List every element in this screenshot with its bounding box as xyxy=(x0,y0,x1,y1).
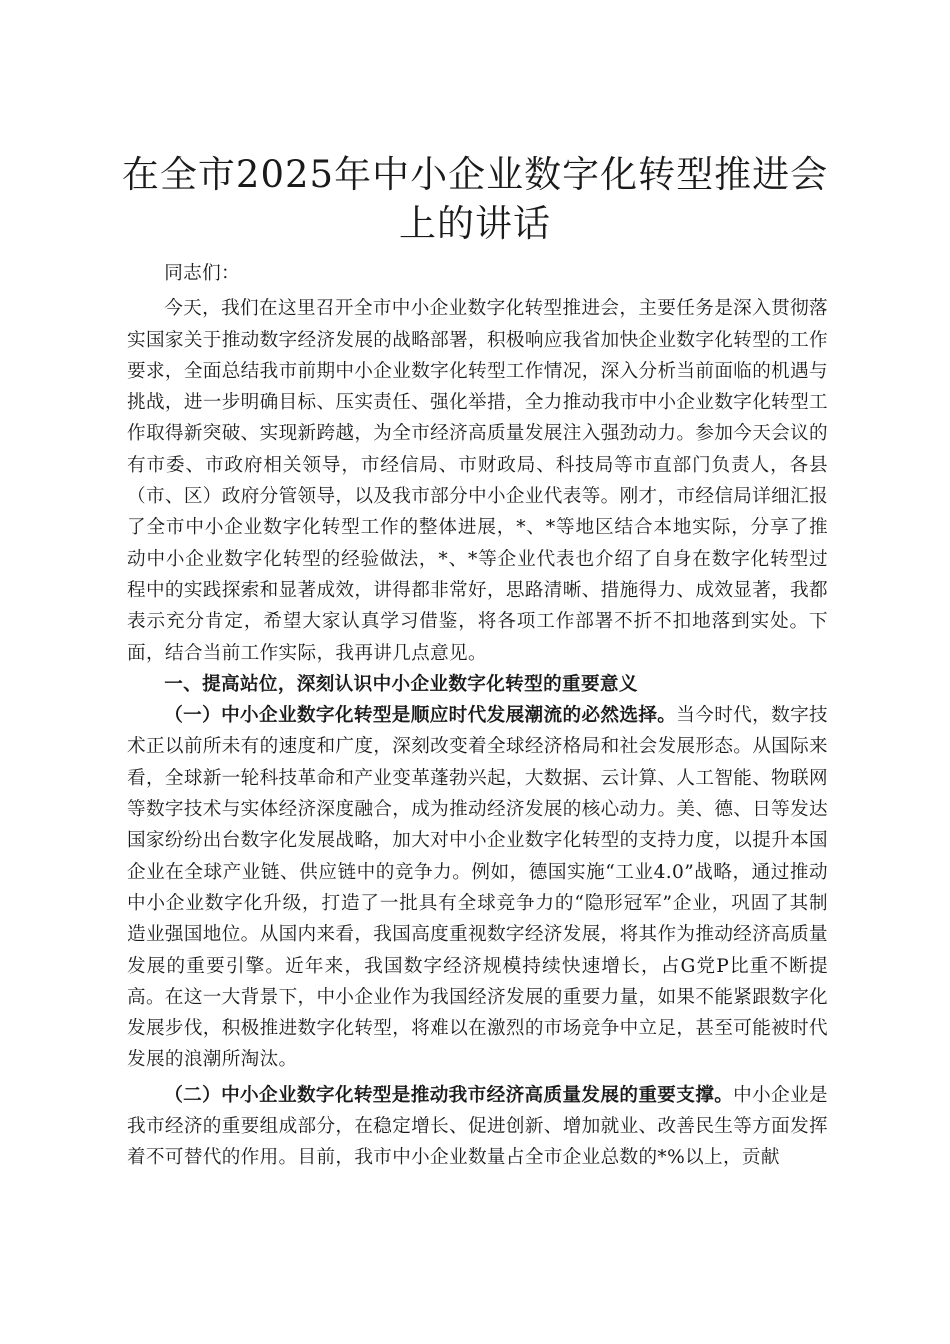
point-1-paragraph xyxy=(127,700,828,1076)
intro-paragraph: 今天，我们在这里召开全市中小企业数字化转型推进会，主要任务是深入贯彻落实国家关于推动数字经济发展的战略部署，积极响应我省加快企业数字化转型的工作要求，全面总结我市前期中小企业数字化转型工作情况，深入分析当前面临的机遇与挑战，进一步明确目标、压实责任、强化举措，全力推动我市中小企业数字化转型工作取得新突破、实现新跨越，为全市经济高质量发展注入强劲动力。参加今天会议的有市委、市政府相关领导，市经信局、市财政局、科技局等市直部门负责人，各县（市、区）政府分管领导，以及我市部分中小企业代表等。刚才，市经信局详细汇报了全市中小企业数字化转型工作的整体进展，*、*等地区结合本地实际，分享了推动中小企业数字化转型的经验做法，*、*等企业代表也介绍了自身在数字化转型过程中的实践探索和显著成效，讲得都非常好，思路清晰、措施得力、成效显著，我都表示充分肯定，希望大家认真学习借鉴，将各项工作部署不折不扣地落到实处。下面，结合当前工作实际，我再讲几点意见。 xyxy=(127,298,828,664)
point-2-lead: （二）中小企业数字化转型是推动我市经济高质量发展的重要支撑。 xyxy=(164,1084,734,1106)
point-1-body: 当今时代，数字技术正以前所未有的速度和广度，深刻改变着全球经济格局和社会发展形态。从国际来看，全球新一轮科技革命和产业变革蓬勃兴起，大数据、云计算、人工智能、物联网等数字技术与实体经济深度融合，成为推动经济发展的核心动力。美、德、日等发达国家纷纷出台数字化发展战略，加大对中小企业数字化转型的支持力度，以提升本国企业在全球产业链、供应链中的竞争力。例如，德国实施“工业4.0”战略，通过推动中小企业数字化升级，打造了一批具有全球竞争力的“隐形冠军”企业，巩固了其制造业强国地位。从国内来看，我国高度重视数字经济发展，将其作为推动经济高质量发展的重要引擎。近年来，我国数字经济规模持续快速增长，占G党P比重不断提高。在这一大背景下，中小企业作为我国经济发展的重要力量，如果不能紧跟数字化发展步伐，积极推进数字化转型，将难以在激烈的市场竞争中立足，甚至可能被时代发展的浪潮所淘汰。 xyxy=(127,705,828,1071)
section-heading-1: 一、提高站位，深刻认识中小企业数字化转型的重要意义 xyxy=(164,673,638,695)
point-1-lead: （一）中小企业数字化转型是顺应时代发展潮流的必然选择。 xyxy=(164,705,677,727)
salutation: 同志们： xyxy=(164,263,240,284)
point-2-body: 中小企业是我市经济的重要组成部分，在稳定增长、促进创新、增加就业、改善民生等方面发挥着不可替代的作用。目前，我市中小企业数量占全市企业总数的*%以上，贡献 xyxy=(127,1084,828,1169)
document-body xyxy=(127,258,828,1174)
point-2-paragraph xyxy=(127,1080,828,1174)
document-title: 在全市2025年中小企业数字化转型推进会上的讲话 xyxy=(121,153,829,245)
